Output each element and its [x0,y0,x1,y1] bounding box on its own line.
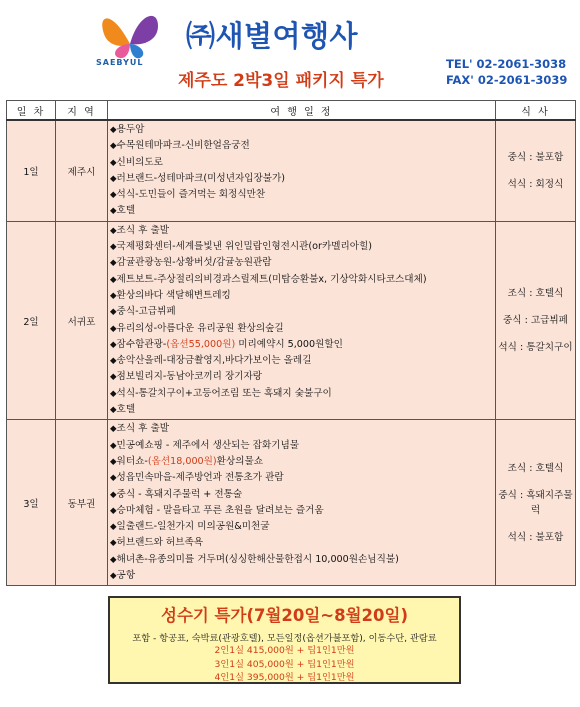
diamond-bullet-icon: ◆ [110,388,117,399]
schedule-item-text: 중식 - 흑돼지주물럭 + 전통술 [116,488,243,500]
region-cell: 서귀포 [56,221,108,420]
diamond-bullet-icon: ◆ [110,258,117,269]
schedule-item-text: 민공예쇼핑 - 제주에서 생산되는 잡화기념물 [116,439,300,451]
diamond-bullet-icon: ◆ [110,456,117,467]
schedule-item-note: 환상의물쇼 [216,455,264,467]
contact-info [446,56,567,88]
schedule-item-text: 중식-고급뷔페 [116,306,176,318]
schedule-item [110,138,493,154]
diamond-bullet-icon: ◆ [110,554,117,565]
meal-cell [496,120,576,221]
schedule-item-text: 호텔 [116,404,136,416]
schedule-item-text: 제트보트-주상절리의비경과스릴제트(미탑승환불x, 기상악화시타코스대체) [116,273,427,285]
diamond-bullet-icon: ◆ [110,489,117,500]
diamond-bullet-icon: ◆ [110,424,117,435]
schedule-item-text: 승마체험 - 말을타고 푸른 초원을 달려보는 즐거움 [116,504,324,516]
price-line: 3인1실 405,000원 + 팁1인1만원 [214,658,355,670]
diamond-bullet-icon: ◆ [110,242,117,253]
header-meals: 식 사 [496,101,576,121]
diamond-bullet-icon: ◆ [110,290,117,301]
logo-text: SAEBYUL [96,58,144,67]
schedule-item-text: 송악산올레-대장금촬영지,바다가보이는 올레길 [116,355,312,367]
price-line: 4인1실 395,000원 + 팁1인1만원 [214,672,355,683]
schedule-item [110,402,493,418]
schedule-item [110,171,493,187]
page-title: 제주도 2박3일 패키지 특가 [178,71,384,91]
schedule-item-text: 공항 [116,570,136,582]
meal-item: 석식 : 통갈치구이 [498,342,573,354]
schedule-item-text: 허브랜드와 허브족욕 [116,537,204,549]
schedule-item [110,239,493,255]
schedule-item [110,386,493,402]
schedule-item [110,122,493,138]
special-price-box [108,596,461,684]
diamond-bullet-icon: ◆ [110,274,117,285]
schedule-item-text: 잠수함관광- [116,338,167,350]
meal-cell [496,221,576,420]
meal-item: 조식 : 호텔식 [507,288,564,300]
header-region: 지 역 [56,101,108,121]
schedule-item-text: 국제평화센터-세계를빛낸 위인밀랍인형전시관(or카멜리아힐) [116,241,373,253]
diamond-bullet-icon: ◆ [110,141,117,152]
schedule-item [110,487,493,503]
schedule-item [110,155,493,171]
schedule-item [110,223,493,239]
schedule-item-text: 성읍민속마을-제주방언과 전통초가 관람 [116,472,284,484]
table-row [7,120,576,221]
meal-item: 조식 : 호텔식 [507,462,564,474]
schedule-item [110,272,493,288]
schedule-cell [108,221,496,420]
diamond-bullet-icon: ◆ [110,225,117,236]
meal-item: 석식 : 회정식 [507,178,564,190]
region-cell: 동부권 [56,420,108,586]
schedule-item [110,353,493,369]
special-title: 성수기 특가(7월20일~8월20일) [161,606,408,625]
schedule-item [110,187,493,203]
table-row [7,420,576,586]
header-schedule: 여 행 일 정 [108,101,496,121]
diamond-bullet-icon: ◆ [110,505,117,516]
schedule-item [110,454,493,470]
meal-item: 중식 : 불포함 [507,151,564,163]
diamond-bullet-icon: ◆ [110,206,117,217]
meal-cell [496,420,576,586]
schedule-item-text: 수목원테마파크-신비한얼음궁전 [116,140,250,152]
schedule-item-text: 환상의바다 색달해변트레킹 [116,289,231,301]
diamond-bullet-icon: ◆ [110,190,117,201]
diamond-bullet-icon: ◆ [110,372,117,383]
day-cell: 3일 [7,420,56,586]
price-line: 2인1실 415,000원 + 팁1인1만원 [214,645,355,656]
schedule-item-text: 일출랜드-일천가지 미의공원&미천굴 [116,521,270,533]
meal-item: 중식 : 흑돼지주물럭 [498,489,573,516]
schedule-item [110,321,493,337]
schedule-item-text: 용두암 [116,124,145,135]
option-price: (옵션18,000원) [147,455,217,467]
diamond-bullet-icon: ◆ [110,157,117,168]
schedule-item-text: 조식 후 출발 [116,224,169,236]
schedule-item-text: 해녀촌-유종의미를 거두며(싱싱한해산물한접시 10,000원손님직불) [116,553,399,565]
schedule-item-text: 워터쇼- [116,455,148,467]
meal-item: 석식 : 불포함 [507,531,564,543]
diamond-bullet-icon: ◆ [110,538,117,549]
day-cell: 2일 [7,221,56,420]
schedule-item [110,203,493,219]
schedule-cell [108,420,496,586]
schedule-item-text: 석식-도민들이 즐겨먹는 회정식만찬 [116,189,266,201]
schedule-item [110,568,493,584]
schedule-item [110,503,493,519]
schedule-item [110,421,493,437]
schedule-item [110,535,493,551]
schedule-item-text: 호텔 [116,205,136,217]
schedule-cell [108,120,496,221]
header-day: 일 차 [7,101,56,121]
diamond-bullet-icon: ◆ [110,339,117,350]
fax-number: FAX' 02-2061-3039 [446,73,568,87]
schedule-item [110,288,493,304]
diamond-bullet-icon: ◆ [110,405,117,416]
option-price: (옵션55,000원) [166,338,236,350]
tel-number: TEL' 02-2061-3038 [446,57,567,71]
schedule-item [110,369,493,385]
schedule-item-text: 러브랜드-성테마파크(미성년자입장불가) [116,172,286,184]
schedule-item-text: 조식 후 출발 [116,423,169,435]
schedule-item-note: 미리예약시 5,000원할인 [235,338,343,350]
schedule-item-text: 신비의도로 [116,156,163,168]
region-cell: 제주시 [56,120,108,221]
diamond-bullet-icon: ◆ [110,522,117,533]
diamond-bullet-icon: ◆ [110,440,117,451]
schedule-item-text: 유리의성-아름다운 유리공원 환상의숲길 [116,322,284,334]
schedule-item [110,337,493,353]
meal-item: 중식 : 고급뷔페 [503,315,568,327]
schedule-item [110,304,493,320]
diamond-bullet-icon: ◆ [110,125,117,135]
day-cell: 1일 [7,120,56,221]
table-header-row [7,101,576,121]
schedule-item-text: 석식-통갈치구이+고등어조림 또는 흑돼지 숯불구이 [116,387,332,399]
diamond-bullet-icon: ◆ [110,571,117,582]
schedule-item [110,470,493,486]
table-row [7,221,576,420]
schedule-item-text: 감귤관광농원-상황버섯/감귤농원관람 [116,257,272,269]
schedule-item [110,552,493,568]
diamond-bullet-icon: ◆ [110,307,117,318]
schedule-item-text: 점보빌리지-동남아코끼리 장기자랑 [116,371,263,383]
special-includes: 포함 - 항공표, 숙박료(관광호텔), 모든일정(옵션가불포함), 이동수단, 관람료 [132,633,437,644]
diamond-bullet-icon: ◆ [110,173,117,184]
schedule-item [110,438,493,454]
schedule-item [110,255,493,271]
itinerary-table [6,100,576,586]
diamond-bullet-icon: ◆ [110,323,117,334]
diamond-bullet-icon: ◆ [110,356,117,367]
diamond-bullet-icon: ◆ [110,473,117,484]
schedule-item [110,519,493,535]
company-name: ㈜새별여행사 [186,19,359,53]
